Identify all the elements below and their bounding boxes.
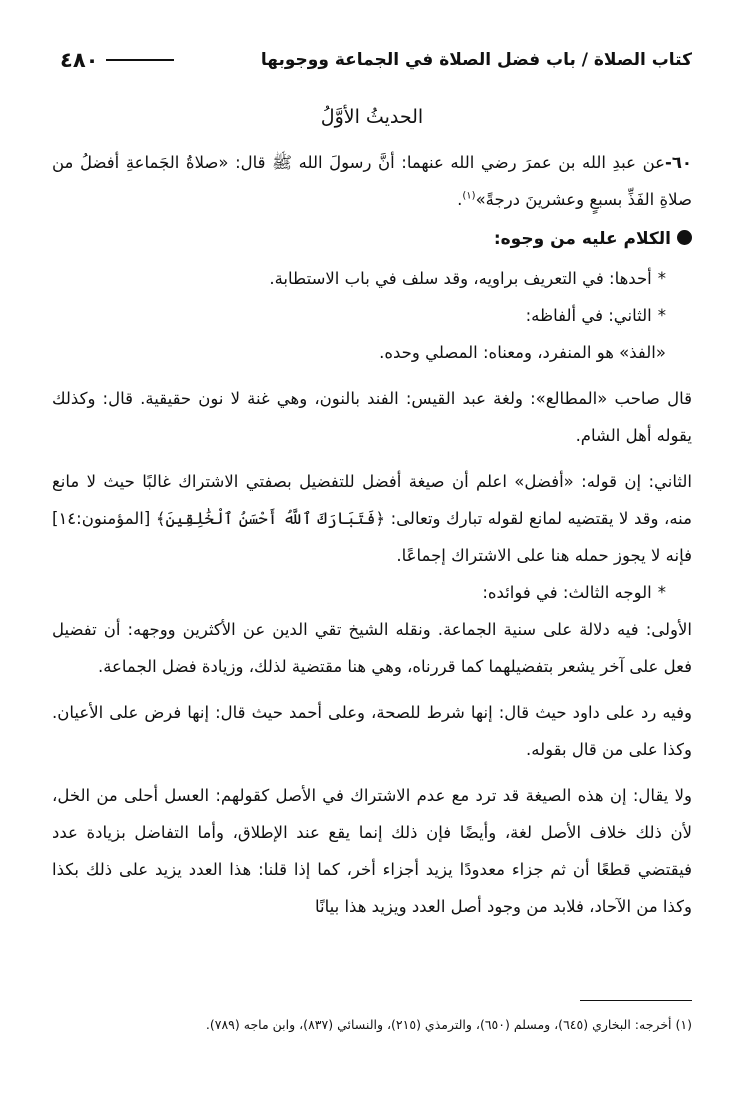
paragraph-objection: ولا يقال: إن هذه الصيغة قد ترد مع عدم الاشتراك في الأصل كقولهم: العسل أحلى من الخل، لأن ذلك خلاف الأصل لغة، وأيضًا فإن ذلك إنما يقع عند الإطلاق، وأما التفاضل بزيادة عدد فيقتضي قطعًا أن ثم جزاء معدودًا يزيد أجزاء أخر، كما إذا قلنا: هذا العدد يزيد على ذلك بكذا وكذا من الآحاد، فلابد من وجود أصل العدد ويزيد هذا بيانًا [52, 786, 692, 916]
paragraph-rebuttal: وفيه رد على داود حيث قال: إنها شرط للصحة، وعلى أحمد حيث قال: إنها فرض على الأعيان. وكذا على من قال بقوله. [52, 703, 692, 759]
paragraph-fadh: «الفذ» هو المنفرد، ومعناه: المصلي وحده. [379, 343, 666, 362]
paragraph-afdal [52, 463, 692, 574]
footnote-rule [580, 1000, 692, 1001]
hadith-body: عن عبدِ الله بن عمرَ رضي الله عنهما: أنَّ رسولَ الله ﷺ قال: «صلاةُ الجَماعةِ أفضلُ من صلاةِ الفَذِّ بسبعٍ وعشرينَ درجةً» [52, 153, 692, 209]
running-header [52, 44, 692, 76]
footnote-marker: (١) [462, 190, 476, 202]
point-two-text: الثاني: في ألفاظه: [525, 306, 652, 325]
hadith-title: الحديثُ الأوَّلُ [320, 106, 424, 128]
point-one-text: أحدها: في التعريف براويه، وقد سلف في باب الاستطابة. [269, 269, 652, 288]
asterisk-icon: * [657, 583, 666, 602]
quran-verse: ﴿فَتَبَارَكَ ٱللَّهُ أَحْسَنُ ٱلْخَٰلِقِينَ﴾ [155, 509, 386, 528]
page-number: ٤٨٠ [60, 48, 99, 72]
point-two [52, 297, 692, 334]
point-three [52, 574, 692, 611]
point-one [52, 260, 692, 297]
hadith-number: ٦٠- [664, 153, 692, 172]
paragraph-mataali: قال صاحب «المطالع»: ولغة عبد القيس: الفند بالنون، وهي غنة لا نون حقيقية. قال: وكذلك يقوله أهل الشام. [52, 389, 692, 445]
paragraph-afdal-text: الثاني: إن قوله: «أفضل» اعلم أن صيغة أفضل للتفضيل بصفتي الاشتراك غالبًا حيث لا مانع منه، وقد لا يقتضيه لمانع لقوله تبارك وتعالى: [52, 472, 693, 528]
paragraph-first-benefit: الأولى: فيه دلالة على سنية الجماعة. ونقله الشيخ تقي الدين عن الأكثرين ووجهه: أن تفضيل فعل على آخر يشعر بتفضيلهما كما قررناه، وهي هنا مقتضية لذلك، وزيادة فضل الجماعة. [52, 620, 692, 676]
section-heading [52, 220, 692, 258]
asterisk-icon: * [657, 306, 666, 325]
asterisk-icon: * [657, 269, 666, 288]
point-three-text: الوجه الثالث: في فوائده: [482, 583, 652, 602]
bullet-icon [677, 230, 692, 245]
verse-reference: [المؤمنون:١٤] فإنه لا يجوز حمله هنا على الاشتراك إجماعًا. [52, 509, 692, 565]
footnote: (١) أخرجه: البخاري (٦٤٥)، ومسلم (٦٥٠)، والترمذي (٢١٥)، والنسائي (٨٣٧)، وابن ماجه (٧٨٩). [205, 1017, 692, 1032]
section-heading-text: الكلام عليه من وجوه: [493, 229, 671, 249]
hadith-end: . [457, 190, 463, 209]
running-title: كتاب الصلاة / باب فضل الصلاة في الجماعة ووجوبها [260, 50, 692, 70]
hadith-text [52, 144, 692, 218]
header-rule [106, 59, 174, 61]
